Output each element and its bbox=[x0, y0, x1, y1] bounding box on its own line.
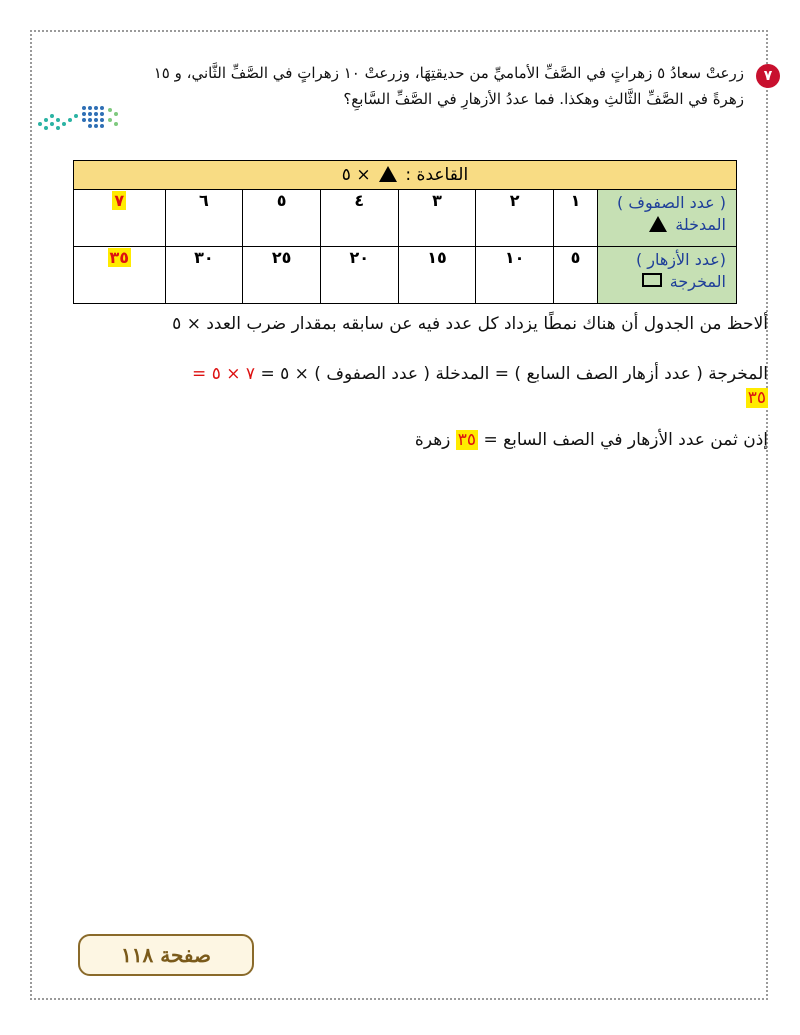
triangle-icon bbox=[649, 216, 667, 232]
input-output-table bbox=[73, 160, 737, 304]
input-cell: ٣ bbox=[398, 190, 476, 247]
rule-header-row bbox=[74, 161, 737, 190]
row-label-input: ( عدد الصفوف ) المدخلة bbox=[598, 190, 737, 247]
formula-result: ٣٥ bbox=[747, 388, 766, 408]
input-cell-highlighted: ٧ bbox=[74, 190, 166, 247]
input-cell: ١ bbox=[553, 190, 597, 247]
output-cell: ١٥ bbox=[398, 247, 476, 304]
output-cell: ٣٠ bbox=[165, 247, 243, 304]
square-icon bbox=[642, 273, 662, 287]
input-cell: ٢ bbox=[476, 190, 554, 247]
table-row-input bbox=[74, 190, 737, 247]
question-number-badge: ٧ bbox=[756, 64, 780, 88]
output-cell: ٥ bbox=[553, 247, 597, 304]
question-text bbox=[44, 60, 744, 112]
question-line-2: زهرةً في الصَّفِّ الثَّالثِ وهكذا. فما عددُ الأزهارِ في الصَّفِّ السَّابعِ؟ bbox=[343, 90, 744, 108]
output-cell: ٢٠ bbox=[320, 247, 398, 304]
output-cell: ٢٥ bbox=[243, 247, 321, 304]
triangle-icon bbox=[379, 166, 397, 182]
input-cell: ٥ bbox=[243, 190, 321, 247]
page-number-badge: صفحة ١١٨ bbox=[78, 934, 254, 976]
output-cell: ١٠ bbox=[476, 247, 554, 304]
formula-line: المخرجة ( عدد أزهار الصف السابع ) = المدخلة ( عدد الصفوف ) × ٥ = ٧ × ٥ = bbox=[192, 364, 768, 384]
table-row-output bbox=[74, 247, 737, 304]
rule-header: القاعدة : × ٥ bbox=[74, 161, 737, 190]
row-label-output: (عدد الأزهار ) المخرجة bbox=[598, 247, 737, 304]
output-cell-highlighted: ٣٥ bbox=[74, 247, 166, 304]
question-line-1: زرعتْ سعادُ ٥ زهراتٍ في الصَّفِّ الأماميِّ من حديقتِهَا، وزرعتْ ١٠ زهراتٍ في الصَّفِّ الثَّاني، و ١٥ bbox=[153, 64, 744, 82]
pattern-note: ألاحظ من الجدول أن هناك نمطًا يزداد كل عدد فيه عن سابقه بمقدار ضرب العدد × ٥ bbox=[172, 314, 768, 334]
answer-line: إذن ثمن عدد الأزهار في الصف السابع = ٣٥ زهرة bbox=[414, 430, 768, 450]
input-cell: ٤ bbox=[320, 190, 398, 247]
input-cell: ٦ bbox=[165, 190, 243, 247]
dotted-logo-icon bbox=[36, 100, 126, 134]
